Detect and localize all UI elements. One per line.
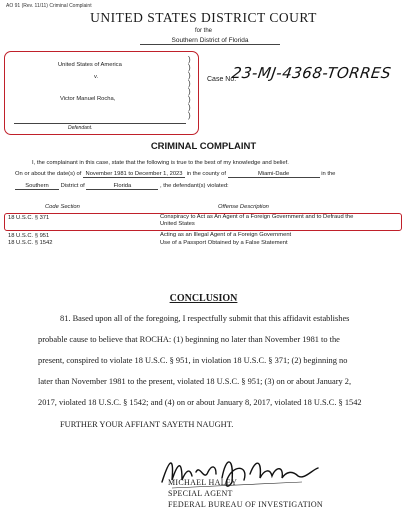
defendant-name: Victor Manuel Rocha, <box>60 96 116 102</box>
conclusion-line-4: later than November 1981 to the present, violated 18 U.S.C. § 951; (3) on or about January 2, <box>38 377 352 386</box>
county-field: Miami-Dade <box>228 171 320 178</box>
form-id: AO 91 (Rev. 11/11) Criminal Complaint <box>6 3 92 9</box>
dates-field: November 1981 to December 1, 2023 <box>83 171 185 178</box>
complaint-intro: I, the complainant in this case, state that the following is true to the best of my knowledge and belief. <box>32 160 289 166</box>
code-row-2: 18 U.S.C. § 951 <box>8 233 50 239</box>
offense-row-2: Acting as an Illegal Agent of a Foreign Government <box>160 232 292 238</box>
conclusion-line-3: present, conspired to violate 18 U.S.C. § 951, in violation 18 U.S.C. § 371; (2) beginning no <box>38 356 348 365</box>
for-label: for the <box>194 28 212 34</box>
district-word-field: Southern <box>15 183 59 190</box>
complaint-heading: CRIMINAL COMPLAINT <box>150 141 257 152</box>
code-section-header: Code Section <box>45 204 80 210</box>
violated-label: , the defendant(s) violated: <box>160 183 229 189</box>
court-title: UNITED STATES DISTRICT COURT <box>90 10 317 25</box>
state-field: Florida <box>86 183 158 190</box>
date-line <box>15 171 335 178</box>
code-row-1: 18 U.S.C. § 371 <box>8 215 50 221</box>
conclusion-line-5: 2017, violated 18 U.S.C. § 1542; and (4) on or about January 8, 2017, violated 18 U.S.C. § 1542 <box>38 398 362 407</box>
plaintiff-name: United States of America <box>58 62 122 68</box>
conclusion-heading: CONCLUSION <box>169 293 238 304</box>
offense-header: Offense Description <box>218 204 269 210</box>
offense-row-1: Conspiracy to Act as An Agent of a Foreign Government and to Defraud the <box>160 214 354 220</box>
code-row-3: 18 U.S.C. § 1542 <box>8 240 53 246</box>
versus: v. <box>94 74 99 80</box>
defendant-label: Defendant. <box>68 125 93 131</box>
offense-row-1-cont: United States <box>160 221 195 227</box>
district-name: Southern District of Florida <box>140 37 280 45</box>
signer-agency: FEDERAL BUREAU OF INVESTIGATION <box>168 500 323 509</box>
offense-row-3: Use of a Passport Obtained by a False Statement <box>160 240 288 246</box>
conclusion-line-1: 81. Based upon all of the foregoing, I respectfully submit that this affidavit establishes <box>60 314 350 323</box>
closing-line: FURTHER YOUR AFFIANT SAYETH NAUGHT. <box>60 420 234 429</box>
case-number: 23-MJ-4368-TORRES <box>230 64 393 82</box>
signer-name: MICHAEL HALEY <box>168 478 238 487</box>
in-the-label: in the <box>321 171 336 177</box>
signer-title: SPECIAL AGENT <box>168 489 233 498</box>
case-label: Case No. <box>207 76 237 83</box>
caption-bracket: ) ) ) ) ) ) ) ) <box>188 55 191 120</box>
district-line-fill <box>15 183 229 190</box>
county-label: in the county of <box>186 171 226 177</box>
district-of-label: District of <box>60 183 85 189</box>
on-about-label: On or about the date(s) of <box>15 171 82 177</box>
caption-rule <box>14 123 186 124</box>
conclusion-line-2: probable cause to believe that ROCHA: (1) beginning no later than November 1981 to the <box>38 335 340 344</box>
